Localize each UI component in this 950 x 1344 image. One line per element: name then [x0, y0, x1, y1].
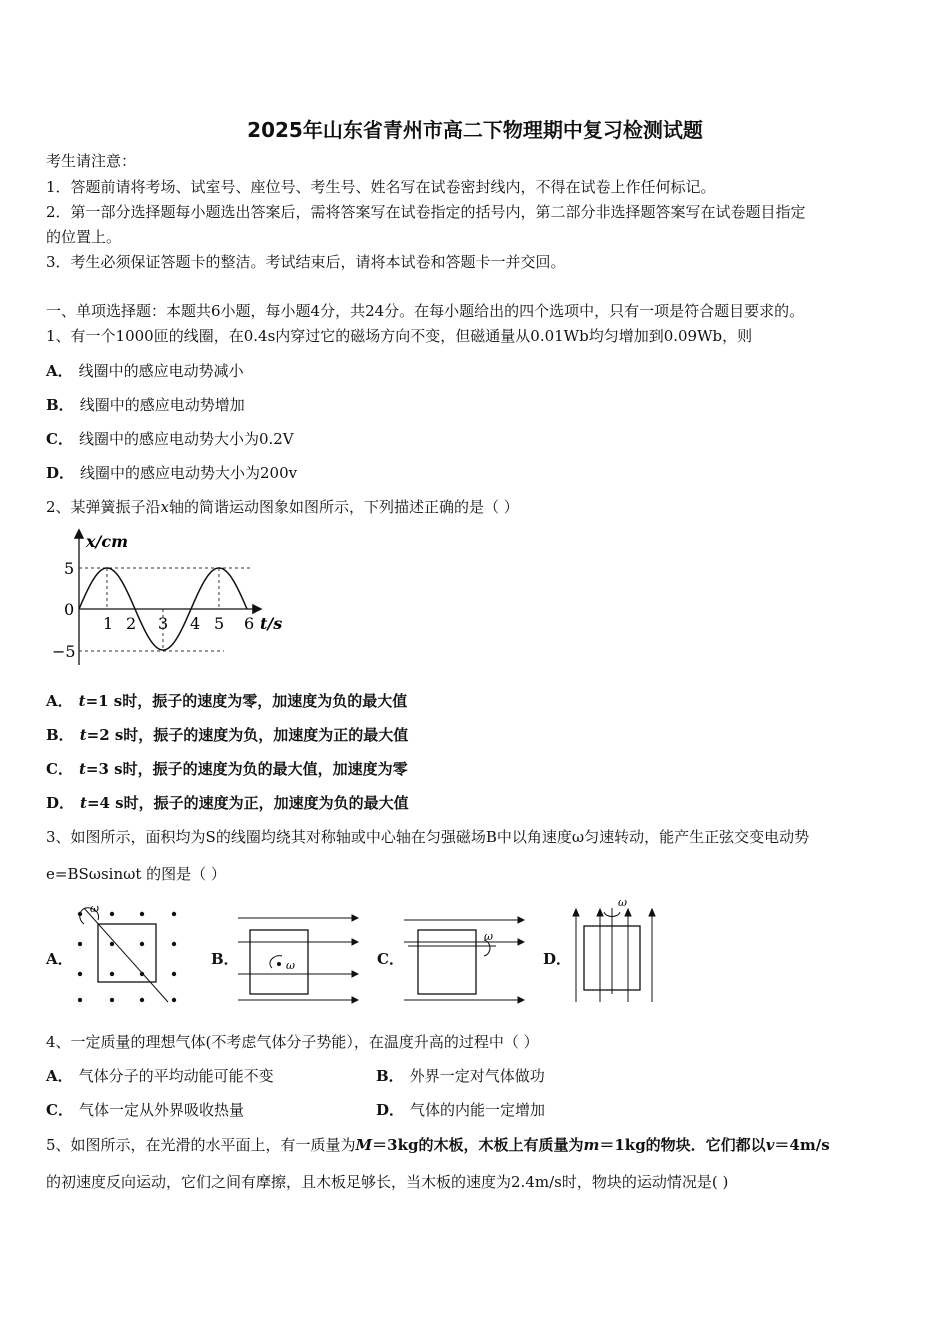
q2-stem: [46, 497, 519, 517]
omega-label: ω: [618, 896, 627, 909]
q5-text-d: ＝4m/s: [774, 1136, 830, 1154]
x-tick-4: 4: [190, 614, 201, 633]
option-letter: D．: [376, 1101, 405, 1119]
q2-option-c[interactable]: [46, 759, 408, 779]
notice-item-1: 1．答题前请将考场、试室号、座位号、考生号、姓名写在试卷密封线内，不得在试卷上作任何标记。: [46, 178, 716, 196]
notice-heading: 考生请注意：: [46, 152, 137, 170]
option-text: =2 s时，振子的速度为负，加速度为正的最大值: [86, 726, 409, 744]
field-lines: [238, 915, 358, 1003]
page-title: 2025年山东省青州市高二下物理期中复习检测试题: [247, 118, 703, 142]
q3-option-b-letter[interactable]: B．: [211, 950, 239, 968]
q5-text-c: ＝1kg的物块．它们都以: [599, 1136, 766, 1154]
q3-option-a-letter[interactable]: A．: [46, 950, 73, 968]
q5-var-v: v: [765, 1136, 775, 1154]
q5-var-m: m: [583, 1136, 600, 1154]
option-text: 线圈中的感应电动势增加: [79, 396, 245, 414]
x-tick-2: 2: [126, 614, 137, 633]
shm-graph: [46, 525, 306, 675]
q4-option-c[interactable]: [46, 1100, 244, 1120]
y-tick-0: 0: [64, 600, 75, 619]
q1-option-b[interactable]: [46, 395, 245, 415]
q2-stem-b: 轴的简谐运动图象如图所示，下列描述正确的是（ ）: [169, 498, 519, 516]
q4-option-d[interactable]: [376, 1100, 545, 1120]
option-var: t: [80, 794, 87, 812]
field-dots: [78, 912, 176, 1002]
q3-stem-line2: e=BSωsinωt 的图是（ ）: [46, 865, 226, 883]
q1-stem: 1、有一个1000匝的线圈，在0.4s内穿过它的磁场方向不变，但磁通量从0.01Wb均匀增加到0.09Wb，则: [46, 327, 753, 345]
coil: [418, 930, 476, 994]
q2-stem-a: 2、某弹簧振子沿: [46, 498, 161, 516]
q3-option-c-letter[interactable]: C．: [377, 950, 404, 968]
q3-stem-line1: 3、如图所示，面积均为S的线圈均绕其对称轴或中心轴在匀强磁场B中以角速度ω匀速转动，能产生正弦交变电动势: [46, 828, 810, 846]
option-text: 线圈中的感应电动势大小为200v: [80, 464, 298, 482]
omega-label: ω: [484, 930, 493, 943]
x-tick-1: 1: [103, 614, 114, 633]
option-letter: A．: [46, 1067, 73, 1085]
option-var: t: [79, 726, 87, 744]
q4-option-a[interactable]: [46, 1066, 274, 1086]
q5-stem-line1: [46, 1135, 830, 1155]
option-text: =1 s时，振子的速度为零，加速度为负的最大值: [85, 692, 408, 710]
y-tick-5: 5: [64, 559, 75, 578]
option-text: 线圈中的感应电动势大小为0.2V: [78, 430, 294, 448]
axis-dot: [277, 962, 281, 966]
q5-text-a: 5、如图所示，在光滑的水平面上，有一质量为: [46, 1136, 356, 1154]
option-letter: A．: [46, 692, 73, 710]
notice-item-2-cont: 的位置上。: [46, 228, 122, 246]
option-letter: B．: [376, 1067, 404, 1085]
option-text: 外界一定对气体做功: [409, 1067, 545, 1085]
y-tick-neg5: −5: [52, 642, 76, 661]
option-text: =3 s时，振子的速度为负的最大值，加速度为零: [85, 760, 408, 778]
x-tick-6: 6: [244, 614, 255, 633]
omega-label: ω: [286, 959, 295, 972]
y-axis-label: x/cm: [86, 532, 129, 551]
option-text: 气体一定从外界吸收热量: [78, 1101, 244, 1119]
notice-item-2: 2．第一部分选择题每小题选出答案后，需将答案写在试卷指定的括号内，第二部分非选择题答案写在试卷题目指定: [46, 203, 806, 221]
option-text: 气体的内能一定增加: [410, 1101, 546, 1119]
option-letter: C．: [46, 760, 73, 778]
q3-option-d-letter[interactable]: D．: [543, 950, 572, 968]
q1-option-d[interactable]: [46, 463, 297, 483]
q5-var-M: M: [355, 1136, 373, 1154]
option-letter: A．: [46, 362, 73, 380]
q1-option-a[interactable]: [46, 361, 244, 381]
q2-option-a[interactable]: [46, 691, 407, 711]
option-text: 气体分子的平均动能可能不变: [78, 1067, 274, 1085]
option-letter: C．: [46, 430, 73, 448]
option-letter: B．: [46, 396, 74, 414]
notice-item-3: 3．考生必须保证答题卡的整洁。考试结束后，请将本试卷和答题卡一并交回。: [46, 253, 566, 271]
field-lines: [573, 909, 655, 1002]
rotation-arc-icon: [270, 956, 282, 968]
q5-stem-line2: 的初速度反向运动，它们之间有摩擦，且木板足够长，当木板的速度为2.4m/s时，物块的运动情况是( ): [46, 1173, 729, 1191]
option-letter: C．: [46, 1101, 73, 1119]
option-text: =4 s时，振子的速度为正，加速度为负的最大值: [86, 794, 409, 812]
option-var: t: [78, 692, 86, 710]
q4-stem: 4、一定质量的理想气体(不考虑气体分子势能），在温度升高的过程中（ ）: [46, 1033, 539, 1051]
q2-option-d[interactable]: [46, 793, 409, 813]
omega-label: ω: [90, 902, 99, 915]
q2-stem-var: x: [160, 498, 170, 516]
option-text: 线圈中的感应电动势减小: [78, 362, 244, 380]
q5-text-b: ＝3kg的木板，木板上有质量为: [372, 1136, 584, 1154]
q1-option-c[interactable]: [46, 429, 294, 449]
option-letter: B．: [46, 726, 74, 744]
q2-option-b[interactable]: [46, 725, 408, 745]
q3-figure-b[interactable]: [234, 910, 359, 1010]
x-tick-3: 3: [158, 614, 169, 633]
x-tick-5: 5: [214, 614, 225, 633]
q3-figure-a[interactable]: [70, 902, 185, 1007]
option-letter: D．: [46, 794, 75, 812]
option-var: t: [78, 760, 86, 778]
section-heading: 一、单项选择题：本题共6小题，每小题4分，共24分。在每小题给出的四个选项中，只有一项是符合题目要求的。: [46, 302, 805, 320]
x-axis-label: t/s: [260, 614, 283, 633]
q4-option-b[interactable]: [376, 1066, 545, 1086]
option-letter: D．: [46, 464, 75, 482]
q3-figure-c[interactable]: [400, 910, 525, 1010]
q3-figure-d[interactable]: [566, 894, 666, 1006]
